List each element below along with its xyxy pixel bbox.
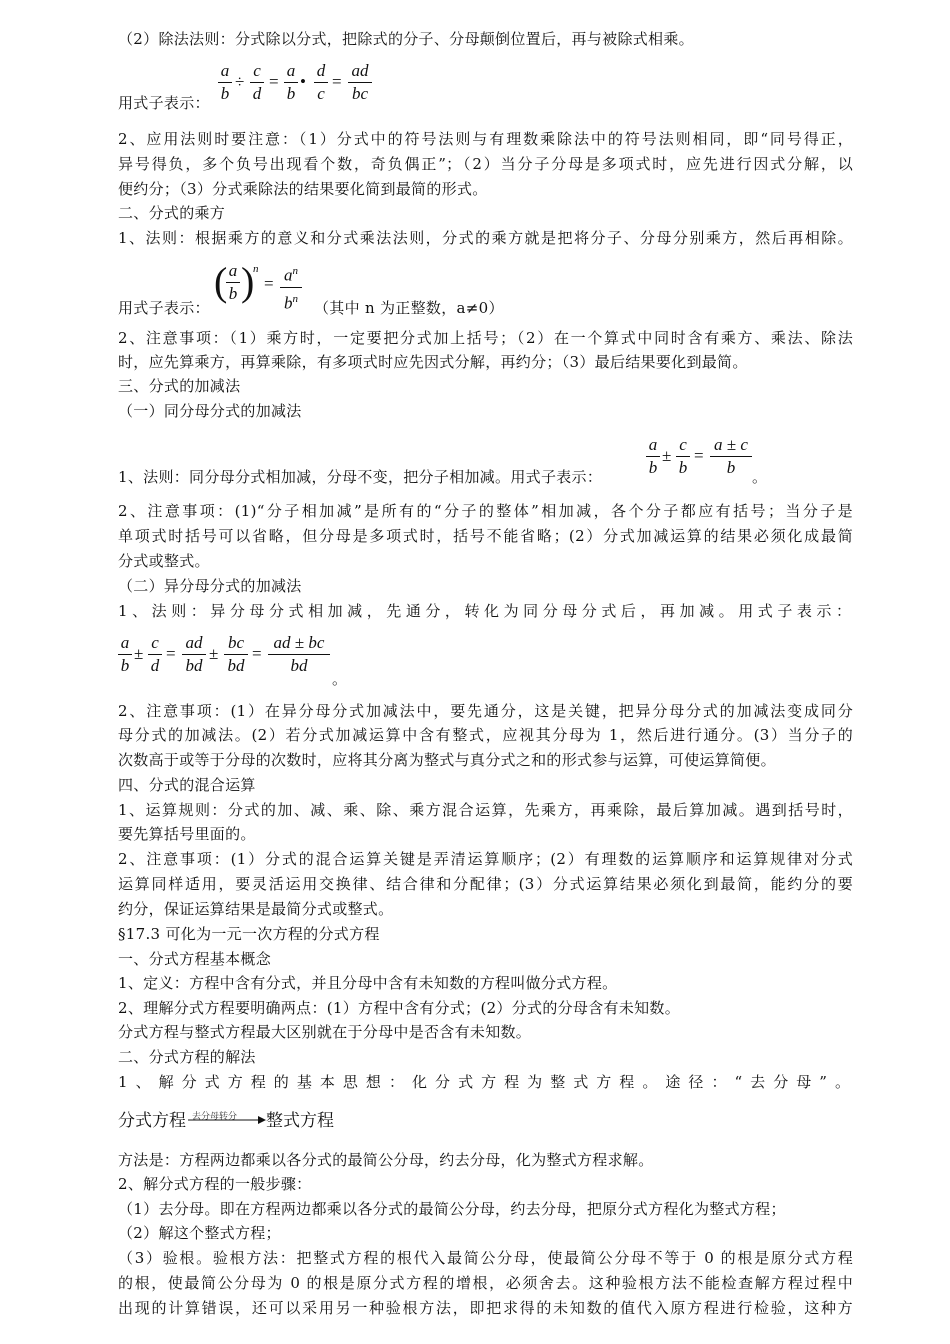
plus-minus-sign: ± [209,644,219,663]
exponent: n [253,263,259,275]
text-line: 方法是：方程两边都乘以各分式的最简公分母，约去分母，化为整式方程求解。 [118,1151,654,1169]
arrow-right-label: 整式方程 [266,1111,334,1131]
frac-den: b [228,284,238,303]
subsection-heading: （一）同分母分式的加减法 [118,402,302,420]
text-line: 用式子表示： [118,299,210,317]
text-line: 1、法则：根据乘方的意义和分式乘法法则，分式的乘方就是把将分子、分母分别乘方，然后再相除。 [118,229,853,247]
frac-den: b [220,84,230,103]
text-line: 出现的计算错误，还可以采用另一种验根方法，即把求得的未知数的值代入原方程进行检验，这种方 [118,1299,853,1317]
dot-sign: • [300,72,306,91]
frac-den: bd [227,656,245,675]
equals-sign: = [264,274,274,293]
section-heading: 二、分式方程的解法 [118,1048,256,1066]
text-line: 1、定义：方程中含有分式，并且分母中含有未知数的方程叫做分式方程。 [118,974,618,992]
text-line: 2、注意事项：(1）分式的混合运算关键是弄清运算顺序；(2）有理数的运算顺序和运算规律对分式 [118,850,853,868]
frac-num: d [316,61,326,80]
frac-num: bc [227,633,245,652]
text-line: 便约分；（3）分式乘除法的结果要化简到最简的形式。 [118,180,488,198]
text-line: 单项式时括号可以省略，但分母是多项式时，括号不能省略；(2）分式加减运算的结果必须化成最简 [118,527,853,545]
frac-num: c [151,633,159,652]
text-line: 要先算括号里面的。 [118,825,256,843]
power-formula: ( a b ) n = $a^n$ $b^n$ [214,258,324,314]
text-line: 用式子表示： [118,94,210,112]
text-line: 2、理解分式方程要明确两点：(1）方程中含有分式；(2）分式的分母含有未知数。 [118,999,681,1017]
equals-sign: = [252,644,262,663]
section-heading: 三、分式的加减法 [118,377,241,395]
text-line: 。 [752,468,768,486]
equals-sign: = [166,644,176,663]
text-line: 时，应先算乘方，再算乘除，有多项式时应先因式分解，再约分；（3）最后结果要化到最简。 [118,353,748,371]
text-line: 2、注意事项：(1）在异分母分式加减法中，要先通分，这是关键，把异分母分式的加减法变成同分 [118,702,853,720]
frac-den: b [284,293,293,313]
text-line: （3）验根。验根方法：把整式方程的根代入最简公分母，使最简公分母不等于 0 的根是原分式方程 [118,1249,853,1267]
text-line: （1）去分母。即在方程两边都乘以各分式的最简公分母，约去分母，把原分式方程化为整式方程； [118,1200,786,1218]
frac-den: bc [351,84,369,103]
exponent: n [292,265,298,277]
frac-num: a [220,61,230,80]
text-line: 2、解分式方程的一般步骤： [118,1175,312,1193]
text-line: 的根，使最简公分母为 0 的根是原分式方程的增根，必须舍去。这种验根方法不能检查解方程过程中 [118,1274,853,1292]
frac-den: bd [185,656,203,675]
text-line: 2、注意事项：(1)“分子相加减”是所有的“分子的整体”相加减，各个分子都应有括号；当分子是 [118,502,853,520]
frac-den: bd [290,656,308,675]
frac-den: b [726,458,736,477]
frac-num: a [284,265,293,285]
section-heading: 一、分式方程基本概念 [118,950,272,968]
frac-num: a ± c [714,435,748,454]
chapter-heading: §17.3 可化为一元一次方程的分式方程 [118,925,380,943]
text-line: 分式方程与整式方程最大区别就在于分母中是否含有未知数。 [118,1023,532,1041]
frac-den: b [286,84,296,103]
frac-den: c [317,84,325,103]
text-line: （2）解这个整式方程； [118,1224,281,1242]
text-line: 约分，保证运算结果是最简分式或整式。 [118,900,394,918]
text-line: （2）除法法则：分式除以分式，把除式的分子、分母颠倒位置后，再与被除式相乘。 [118,30,694,48]
text-line: 次数高于或等于分母的次数时，应将其分离为整式与真分式之和的形式参与运算，可使运算简便。 [118,751,776,769]
plus-minus-sign: ± [662,446,672,465]
equals-sign: = [332,72,342,91]
different-denominator-formula [118,632,338,682]
text-line: 2、注意事项：（1）乘方时，一定要把分式加上括号；（2）在一个算式中同时含有乘方、乘法、除法 [118,329,853,347]
frac-den: d [150,656,160,675]
frac-den: d [252,84,262,103]
frac-den: b [120,656,130,675]
frac-num: a [120,633,130,652]
text-line: 。 [332,670,348,688]
frac-num: ad ± bc [273,633,325,652]
div-sign: ÷ [235,72,245,91]
text-line: 1、法则：异分母分式相加减，先通分，转化为同分母分式后，再加减。用式子表示： [118,602,853,620]
text-line: 分式或整式。 [118,552,210,570]
frac-num: a [286,61,296,80]
equals-sign: = [694,446,704,465]
section-heading: 二、分式的乘方 [118,204,226,222]
frac-num: c [253,61,261,80]
frac-den: b [648,458,658,477]
frac-num: c [679,435,687,454]
exponent: n [292,292,298,305]
text-line: （其中 n 为正整数，a≠0） [314,299,504,317]
text-line: 1、解分式方程的基本思想：化分式方程为整式方程。途径：“去分母”。 [118,1073,853,1091]
frac-num: ad [351,61,369,80]
frac-num: a [228,261,238,280]
text-line: 运算同样适用，要灵活运用交换律、结合律和分配律；(3）分式运算结果必须化到最简，能约分的要 [118,875,853,893]
plus-minus-sign: ± [134,644,144,663]
arrow-diagram [118,1106,378,1134]
equals-sign: = [269,72,279,91]
arrow-left-label: 分式方程 [118,1111,186,1131]
frac-den: b [678,458,688,477]
text-line: 2、应用法则时要注意：（1）分式中的符号法则与有理数乘除法中的符号法则相同，即“同号得正， [118,130,853,148]
text-line: 1、运算规则：分式的加、减、乘、除、乘方混合运算，先乘方，再乘除，最后算加减。遇到括号时， [118,801,853,819]
arrow-caption: 去分母转分 [192,1112,238,1122]
text-line: 异号得负，多个负号出现看个数，奇负偶正”；（2）当分子分母是多项式时，应先进行因式分解，以 [118,155,853,173]
frac-num: ad [185,633,203,652]
subsection-heading: （二）异分母分式的加减法 [118,577,302,595]
right-arrow-icon [188,1115,266,1125]
section-heading: 四、分式的混合运算 [118,776,256,794]
text-line: 母分式的加减法。(2）若分式加减运算中含有整式，应视其分母为 1，然后进行通分。(3）当分子的 [118,726,853,744]
frac-num: a [648,435,658,454]
text-line: 1、法则：同分母分式相加减，分母不变，把分子相加减。用式子表示： [118,468,603,486]
